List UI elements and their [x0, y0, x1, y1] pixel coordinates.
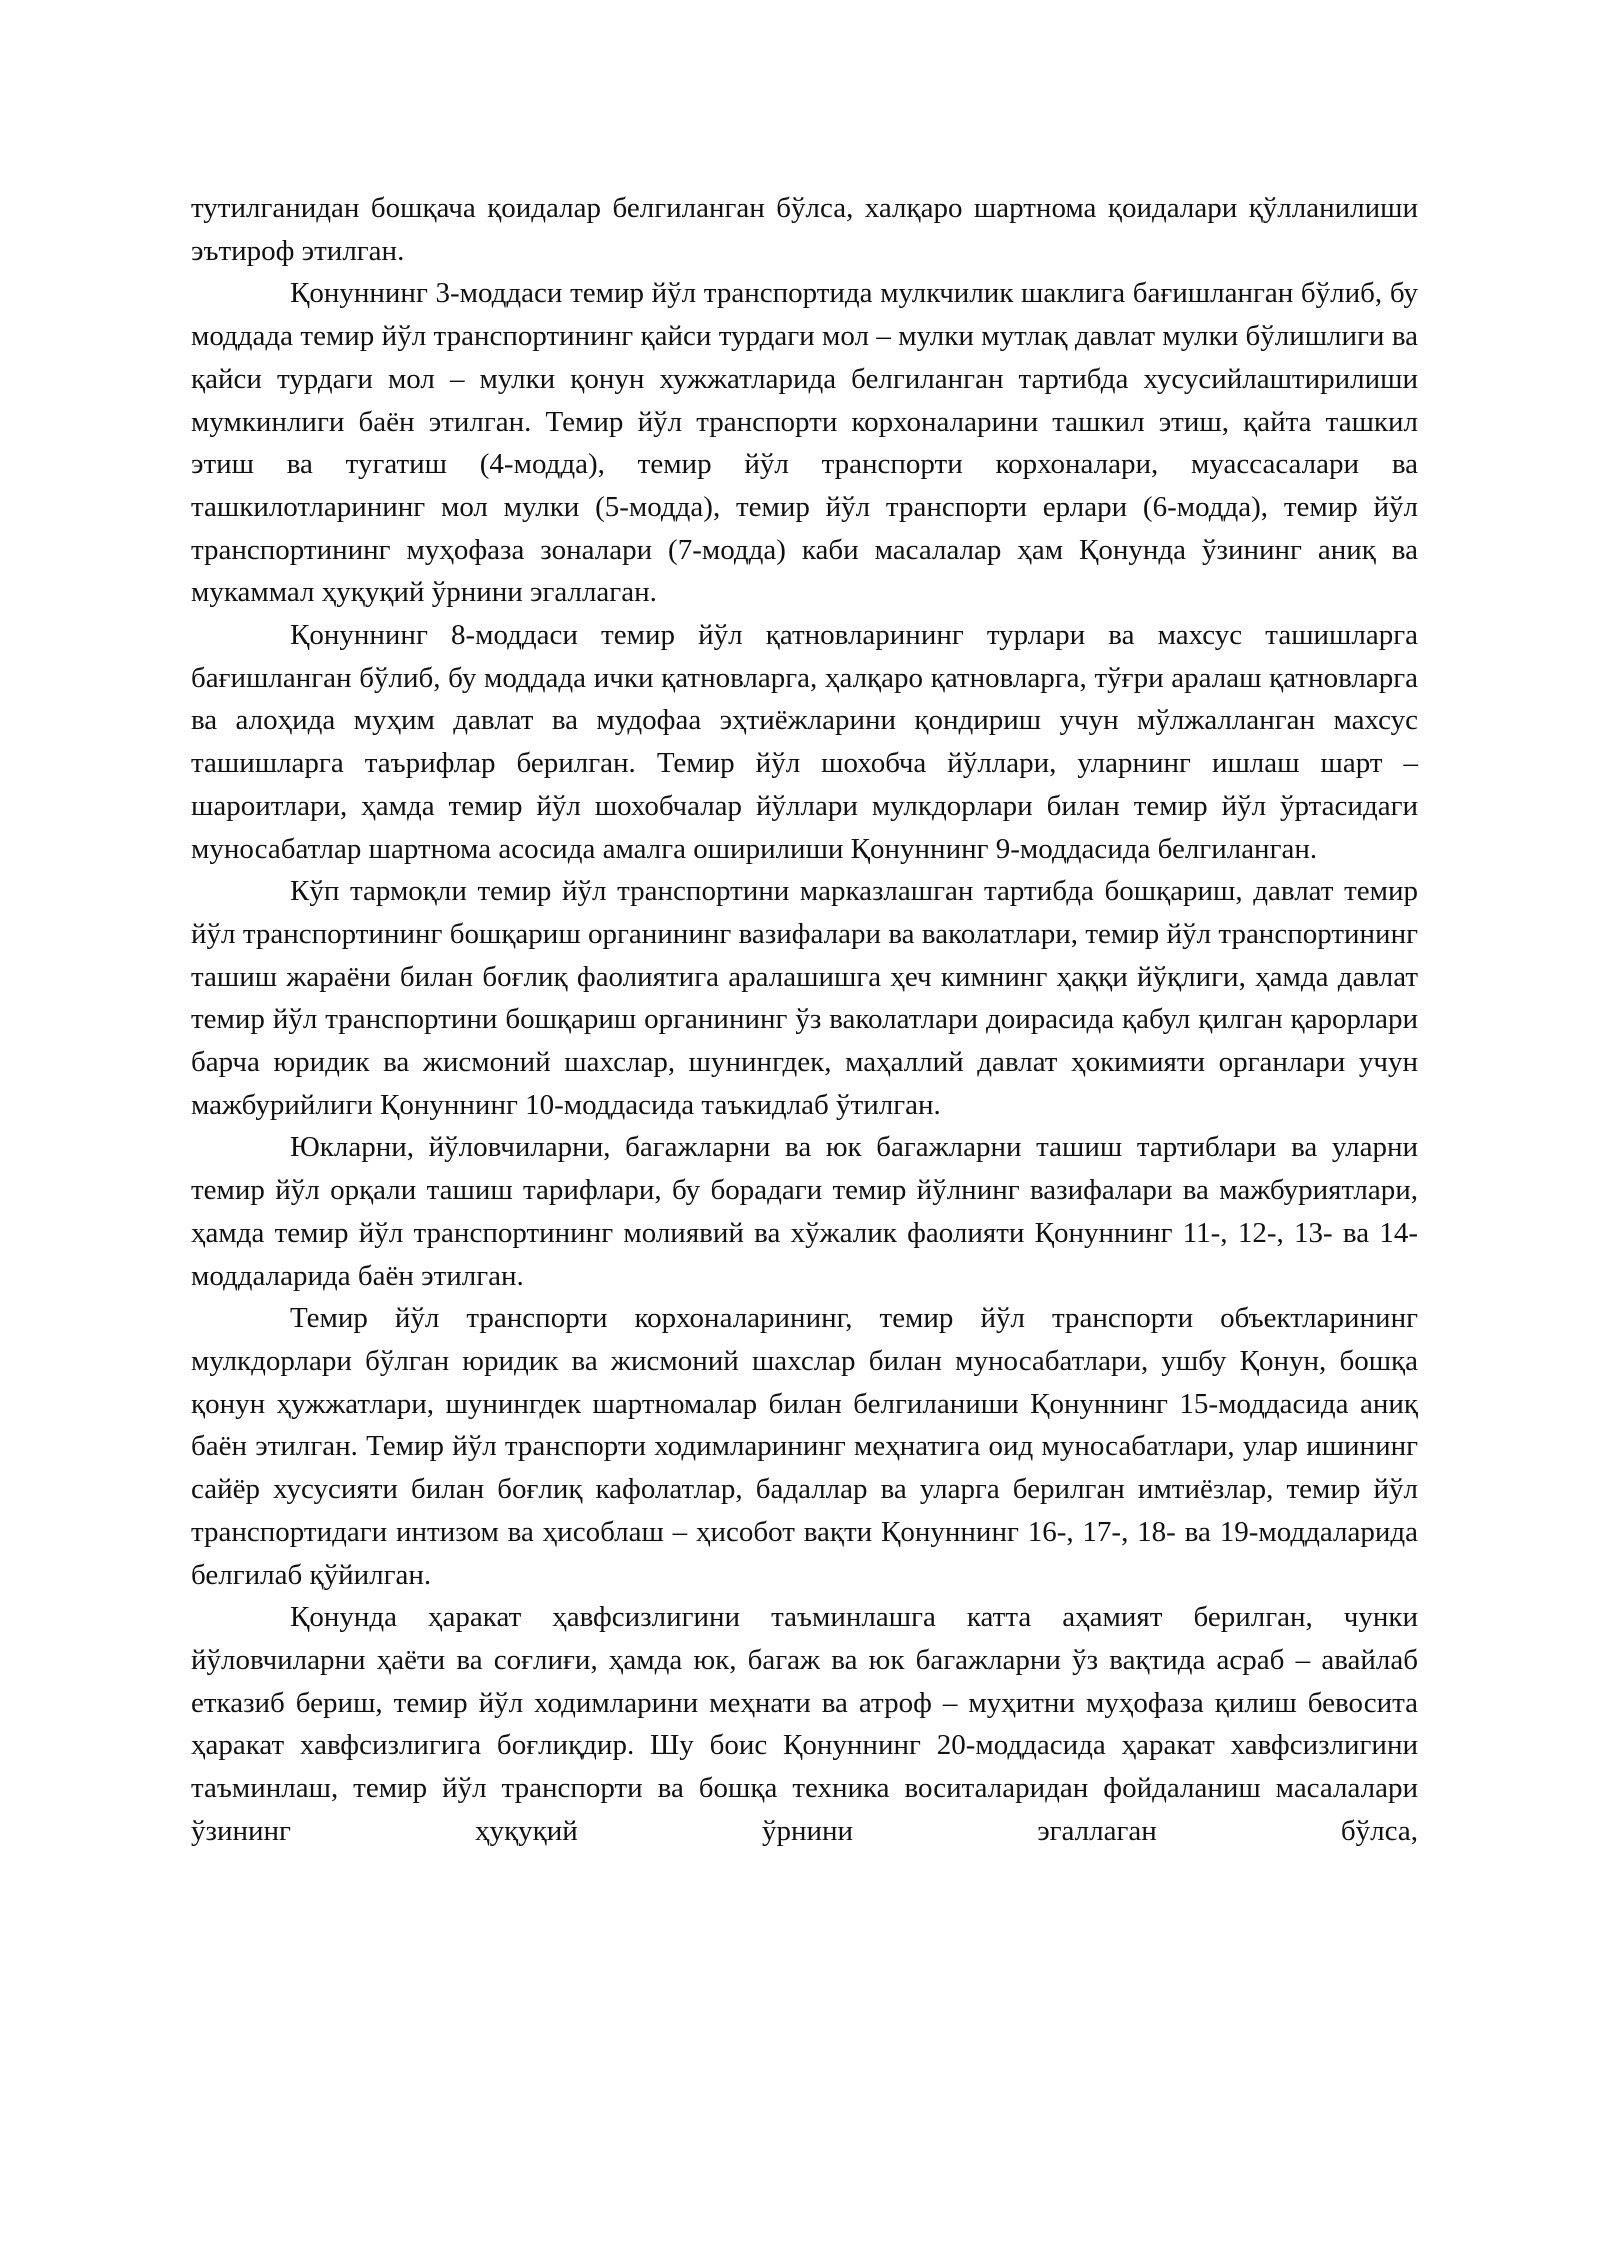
paragraph-article-3: Қонуннинг 3-моддаси темир йўл транспортида мулкчилик шаклига бағишланган бўлиб, бу моддада темир йўл транспортининг қайси турдаги мол – мулки мутлақ давлат мулки бўлишлиги ва қайси турдаги мол – мулки қонун хужжатларида белгиланган тартибда хусусийлаштирилиши мумкинлиги баён этилган. Темир йўл транспорти корхоналарини ташкил этиш, қайта ташкил этиш ва тугатиш (4-модда), темир йўл транспорти корхоналари, муассасалари ва ташкилотларининг мол мулки (5-модда), темир йўл транспорти ерлари (6-модда), темир йўл транспортининг муҳофаза зоналари (7-модда) каби масалалар ҳам Қонунда ўзининг аниқ ва мукаммал ҳуқуқий ўрнини эгаллаган. — [191, 277, 1418, 609]
paragraph-continuation: тутилганидан бошқача қоидалар белгиланган бўлса, халқаро шартнома қоидалари қўлланилиши эътироф этилган. — [191, 192, 1418, 267]
paragraph-article-8: Қонуннинг 8-моддаси темир йўл қатновларининг турлари ва махсус ташишларга бағишланган бўлиб, бу моддада ички қатновларга, ҳалқаро қатновларга, тўғри аралаш қатновларга ва алоҳида муҳим давлат ва мудофаа эҳтиёжларини қондириш учун мўлжалланган махсус ташишларга таърифлар берилган. Темир йўл шохобча йўллари, уларнинг ишлаш шарт – шароитлари, ҳамда темир йўл шохобчалар йўллари мулкдорлари билан темир йўл ўртасидаги муносабатлар шартнома асосида амалга оширилиши Қонуннинг 9-моддасида белгиланган. — [191, 619, 1418, 865]
paragraph-article-10: Кўп тармоқли темир йўл транспортини марказлашган тартибда бошқариш, давлат темир йўл транспортининг бошқариш органининг вазифалари ва ваколатлари, темир йўл транспортининг ташиш жараёни билан боғлиқ фаолиятига аралашишга ҳеч кимнинг ҳаққи йўқлиги, ҳамда давлат темир йўл транспортини бошқариш органининг ўз ваколатлари доирасида қабул қилган қарорлари барча юридик ва жисмоний шахслар, шунингдек, маҳаллий давлат ҳокимияти органлари учун мажбурийлиги Қонуннинг 10-моддасида таъкидлаб ўтилган. — [191, 875, 1418, 1121]
paragraph-articles-11-14: Юкларни, йўловчиларни, багажларни ва юк багажларни ташиш тартиблари ва уларни темир йўл орқали ташиш тарифлари, бу борадаги темир йўлнинг вазифалари ва мажбуриятлари, ҳамда темир йўл транспортининг молиявий ва хўжалик фаолияти Қонуннинг 11-, 12-, 13- ва 14-моддаларида баён этилган. — [191, 1131, 1418, 1292]
paragraph-articles-15-19: Темир йўл транспорти корхоналарининг, темир йўл транспорти объектларининг мулкдорлари бўлган юридик ва жисмоний шахслар билан муносабатлари, ушбу Қонун, бошқа қонун ҳужжатлари, шунингдек шартномалар билан белгиланиши Қонуннинг 15-моддасида аниқ баён этилган. Темир йўл транспорти ходимларининг меҳнатига оид муносабатлари, улар ишининг сайёр хусусияти билан боғлиқ кафолатлар, бадаллар ва уларга берилган имтиёзлар, темир йўл транспортидаги интизом ва ҳисоблаш – ҳисобот вақти Қонуннинг 16-, 17-, 18- ва 19-моддаларида белгилаб қўйилган. — [191, 1302, 1418, 1591]
document-page — [191, 187, 1418, 1852]
paragraph-article-20: Қонунда ҳаракат ҳавфсизлигини таъминлашга катта аҳамият берилган, чунки йўловчиларни ҳаёти ва соғлиғи, ҳамда юк, багаж ва юк багажларни ўз вақтида асраб – авайлаб етказиб бериш, темир йўл ходимларини меҳнати ва атроф – муҳитни муҳофаза қилиш бевосита ҳаракат хавфсизлигига боғлиқдир. Шу боис Қонуннинг 20-моддасида ҳаракат хавфсизлигини таъминлаш, темир йўл транспорти ва бошқа техника воситаларидан фойдаланиш масалалари ўзининг ҳуқуқий ўрнини эгаллаган бўлса, — [191, 1601, 1418, 1847]
